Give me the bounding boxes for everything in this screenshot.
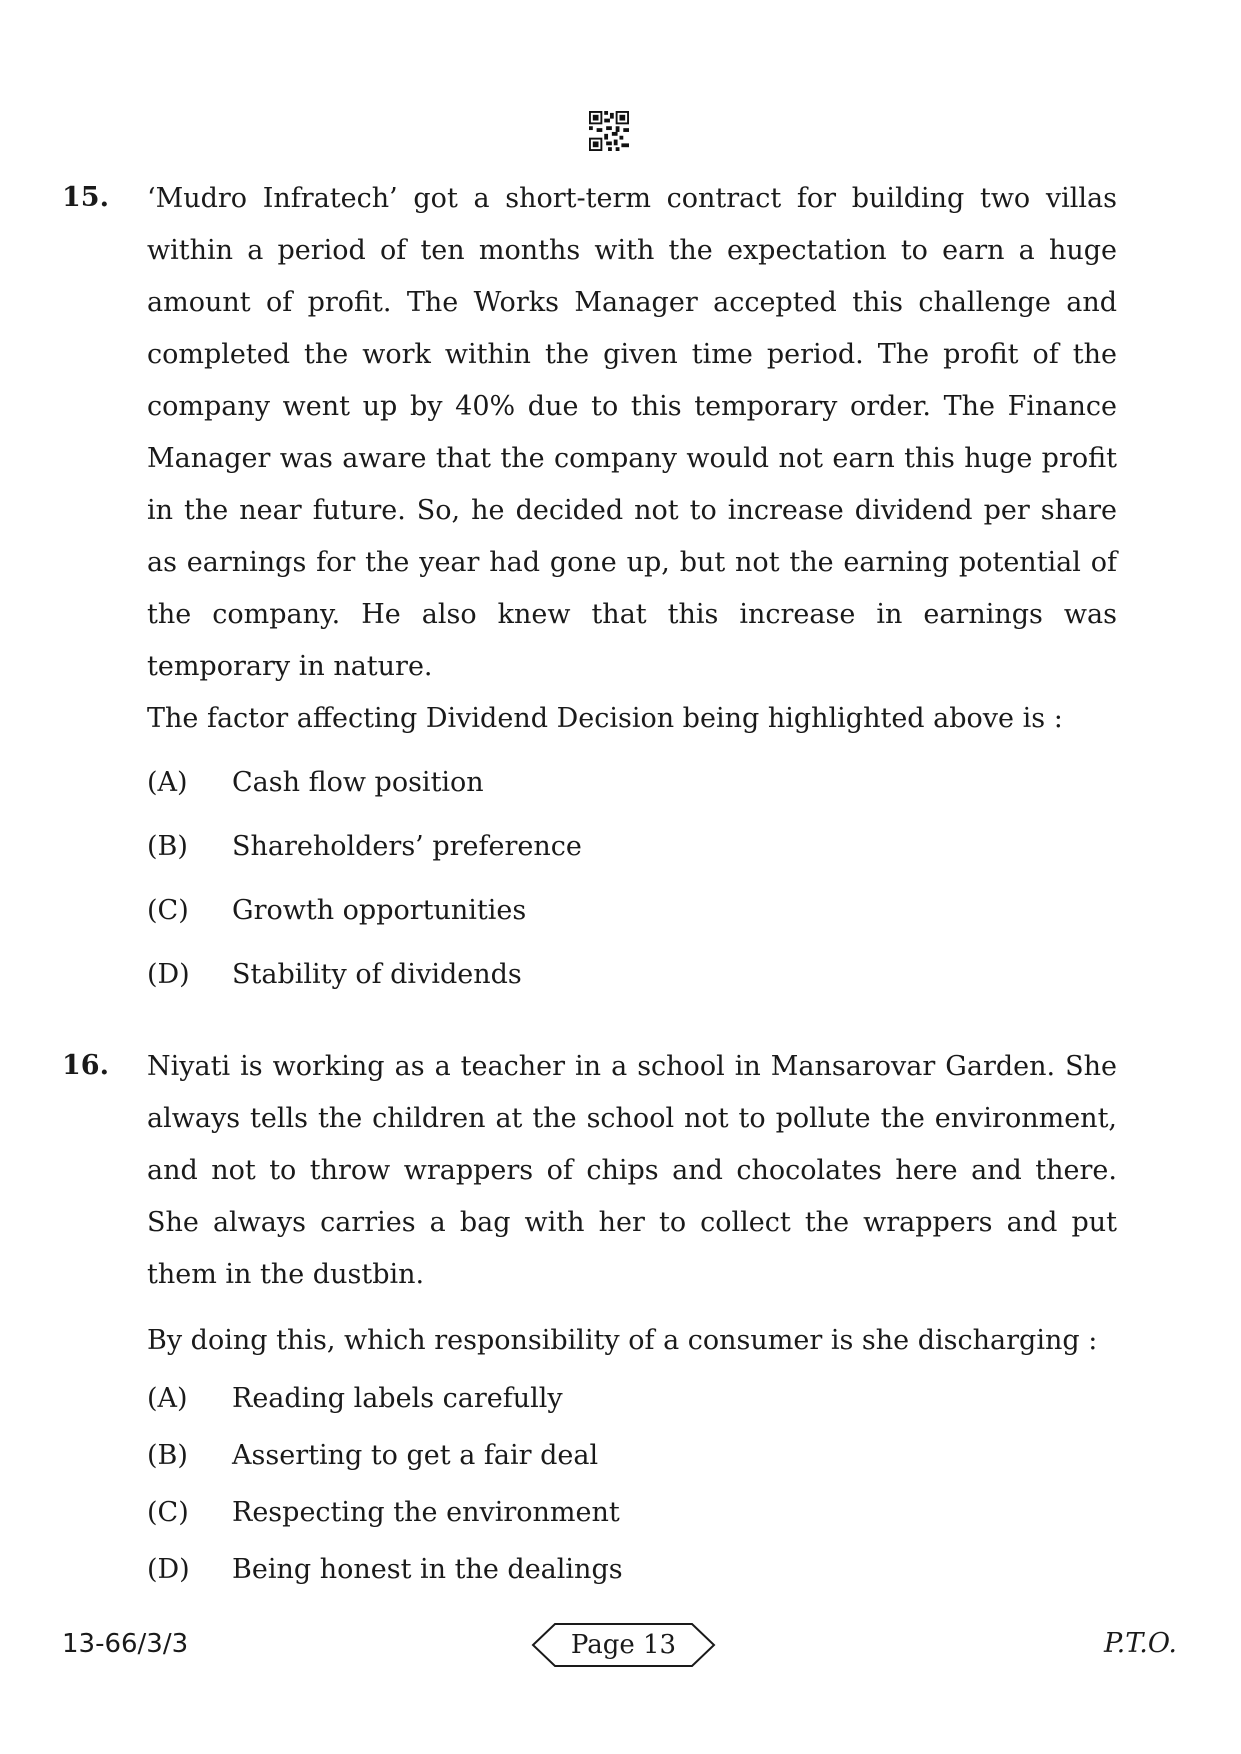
option-d — [147, 949, 1117, 1013]
question-16 — [147, 1041, 1117, 1601]
option-letter: (D) — [147, 959, 190, 990]
option-letter: (D) — [147, 1554, 190, 1585]
question-prompt: By doing this, which responsibility of a consumer is she discharging : — [147, 1325, 1098, 1356]
option-c — [147, 1487, 1117, 1544]
option-text: Asserting to get a fair deal — [232, 1440, 599, 1471]
option-b — [147, 821, 1117, 885]
option-text: Respecting the environment — [232, 1497, 620, 1528]
option-text: Cash flow position — [232, 767, 484, 798]
option-text: Being honest in the dealings — [232, 1554, 623, 1585]
paper-code: 13-66/3/3 — [62, 1629, 189, 1659]
option-letter: (C) — [147, 895, 189, 926]
option-letter: (C) — [147, 1497, 189, 1528]
option-text: Growth opportunities — [232, 895, 527, 926]
option-a — [147, 757, 1117, 821]
pto-label: P.T.O. — [1103, 1628, 1177, 1659]
qr-code-icon — [589, 111, 629, 151]
option-letter: (A) — [147, 1383, 188, 1414]
option-d — [147, 1544, 1117, 1601]
option-text: Stability of dividends — [232, 959, 522, 990]
option-text: Reading labels carefully — [232, 1383, 563, 1414]
question-prompt: The factor affecting Dividend Decision being highlighted above is : — [147, 703, 1063, 734]
option-letter: (A) — [147, 767, 188, 798]
option-b — [147, 1430, 1117, 1487]
question-number: 16. — [62, 1050, 109, 1081]
option-text: Shareholders’ preference — [232, 831, 582, 862]
question-number: 15. — [62, 182, 109, 213]
question-15 — [147, 173, 1117, 1013]
option-a — [147, 1373, 1117, 1430]
question-paragraph: ‘Mudro Infratech’ got a short-term contract for building two villas within a period of ten months with the expectation to earn a huge amount of profit. The Works Manager accepted this challenge and completed the work within the given time period. The profit of the company went up by 40% due to this temporary order. The Finance Manager was aware that the company would not earn this huge profit in the near future. So, he decided not to increase dividend per share as earnings for the year had gone up, but not the earning potential of the company. He also knew that this increase in earnings was temporary in nature. — [147, 183, 1117, 682]
question-paragraph: Niyati is working as a teacher in a school in Mansarovar Garden. She always tells the children at the school not to pollute the environment, and not to throw wrappers of chips and chocolates here and there. She always carries a bag with her to collect the wrappers and put them in the dustbin. — [147, 1051, 1117, 1290]
page-number-badge — [531, 1622, 716, 1668]
option-letter: (B) — [147, 831, 188, 862]
option-letter: (B) — [147, 1440, 188, 1471]
option-c — [147, 885, 1117, 949]
page-number: Page 13 — [570, 1630, 677, 1660]
